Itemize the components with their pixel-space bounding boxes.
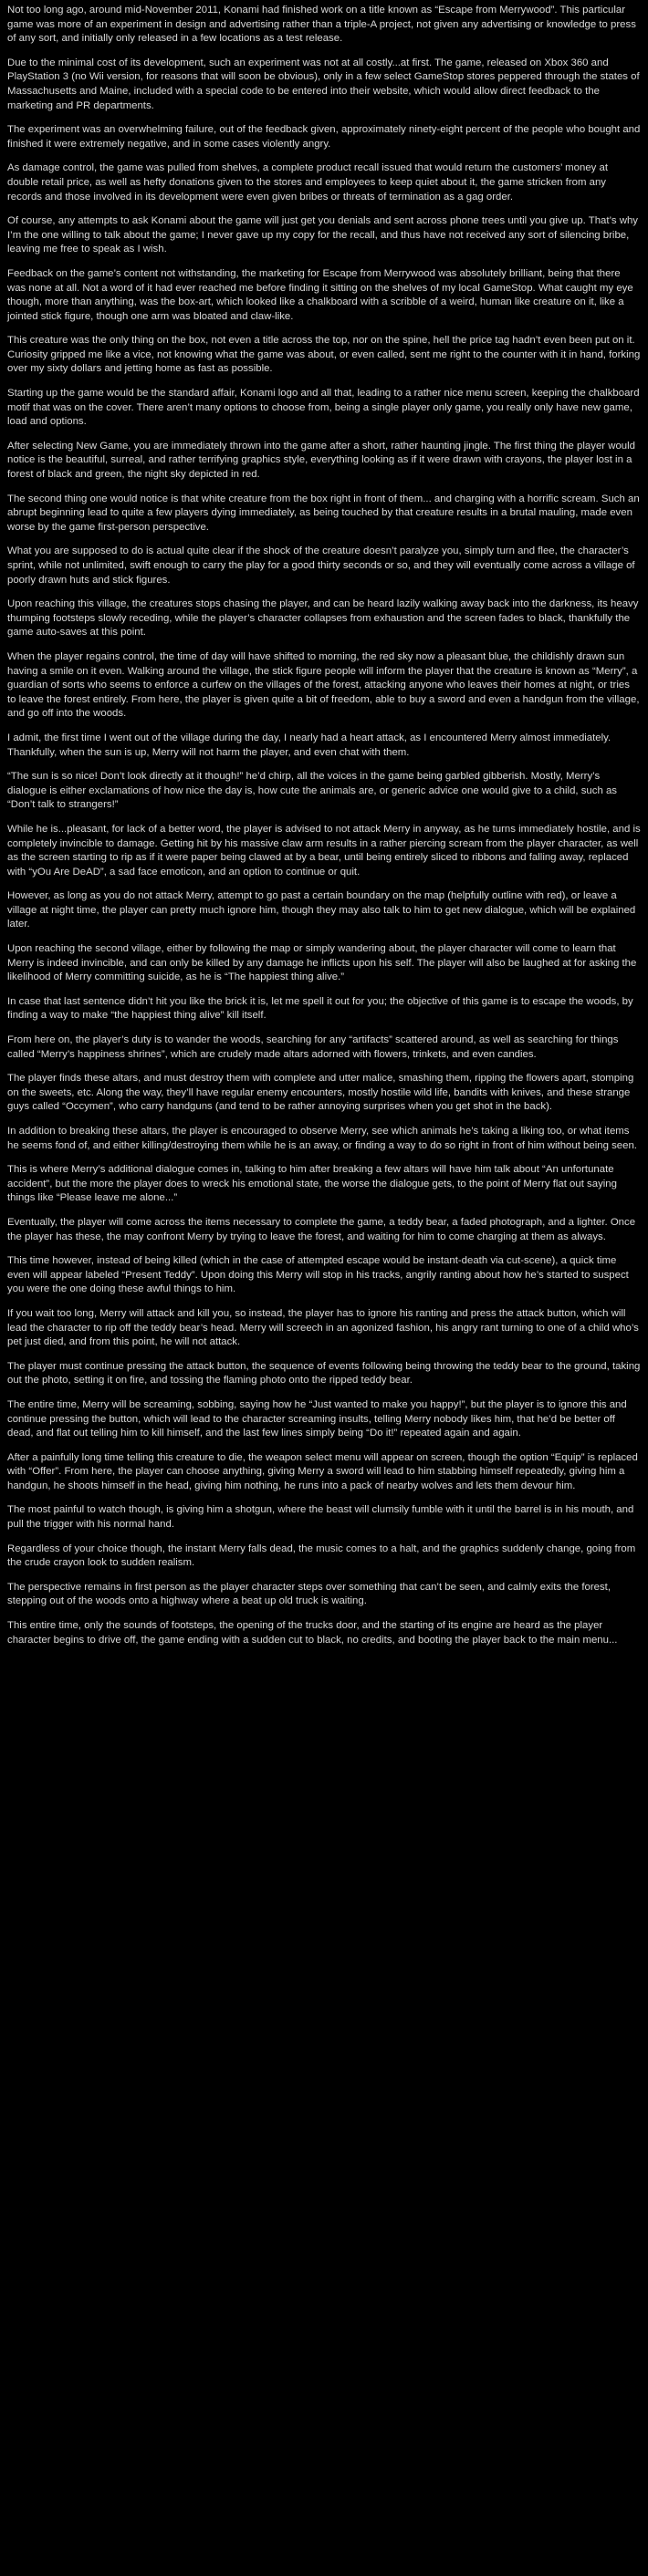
paragraph: Upon reaching this village, the creatures stops chasing the player, and can be heard lazily walking away back into the darkness, its heavy thumping footsteps slowly receding, while the player’s character collapses from exhaustion and the screen fades to black, thankfully the game auto-saves at this point. (7, 598, 639, 639)
paragraph: In case that last sentence didn’t hit you like the brick it is, let me spell it out for you; the objective of this game is to escape the woods, by finding a way to make “the happiest thing alive” kill itself. (7, 995, 633, 1022)
paragraph: When the player regains control, the time of day will have shifted to morning, the red sky now a pleasant blue, the childishly drawn sun having a smile on it even. Walking around the village, the stick figure people will inform the player that the creature is known as “Merry”, a guardian of sorts who seems to enforce a curfew on the villages of the forest, attacking anyone who leaves their homes at night, or tries to leave the forest entirely. From here, the player is given quite a bit of freedom, able to buy a sword and even a handgun from the village, and go off into the woods. (7, 650, 640, 720)
paragraph: Not too long ago, around mid-November 2011, Konami had finished work on a title known as “Escape from Merrywood”. This particular game was more of an experiment in design and advertising rather than a triple-A project, not given any advertising or knowledge to press of any sort, and initially only released in a few locations as a test release. (7, 5, 636, 45)
paragraph: After a painfully long time telling this creature to die, the weapon select menu will appear on screen, though the option “Equip” is replaced with “Offer”. From here, the player can choose anything, giving Merry a sword will lead to him stabbing himself repeatedly, giving him a handgun, he shoots himself in the head, giving him nothing, he runs into a pack of nearby wolves and lets them devour him. (7, 1451, 638, 1491)
paragraph: The player finds these altars, and must destroy them with complete and utter malice, smashing them, ripping the flowers apart, stomping on the sweets, etc. Along the way, they’ll have regular enemy encounters, mostly hostile wild life, bandits with knives, and these strange guys called “Occymen”, who carry handguns (and tend to be rather annoying surprises when you get shot in the back). (7, 1073, 634, 1113)
paragraph: After selecting New Game, you are immediately thrown into the game after a short, rather haunting jingle. The first thing the player would notice is the beautiful, surreal, and rather terrifying graphics style, everything looking as if it were drawn with crayons, the player lost in a forest of black and green, the night sky depicted in red. (7, 440, 636, 481)
paragraph: “The sun is so nice! Don’t look directly at it though!” he’d chirp, all the voices in the game being garbled gibberish. Mostly, Merry’s dialogue is either exclamations of how nice the day is, how cute the animals are, or generic advice one would give to a child, such as “Don’t talk to strangers!” (7, 771, 617, 811)
paragraph: This time however, instead of being killed (which in the case of attempted escape would be instant-death via cut-scene), a quick time even will appear labeled “Present Teddy”. Upon doing this Merry will stop in his tracks, angrily ranting about how he’s started to suspect you were the one doing these awful things to him. (7, 1255, 629, 1295)
paragraph: Eventually, the player will come across the items necessary to complete the game, a teddy bear, a faded photograph, and a lighter. Once the player has these, the may confront Merry by trying to leave the forest, and waiting for him to come charging at them as always. (7, 1216, 636, 1242)
paragraph: If you wait too long, Merry will attack and kill you, so instead, the player has to ignore his ranting and press the attack button, which will lead the character to rip off the teddy bear’s head. Merry will screech in an agonized fashion, his angry rant turning to one of a child who’s pet just died, and from this point, he will not attack. (7, 1307, 639, 1348)
paragraph: Regardless of your choice though, the instant Merry falls dead, the music comes to a halt, and the graphics suddenly change, going from the crude crayon look to sudden realism. (7, 1542, 636, 1569)
paragraph: Of course, any attempts to ask Konami about the game will just get you denials and sent across phone trees until you give up. That’s why I’m the one willing to talk about the game; I never gave up my copy for the recall, and thus have not received any sort of silencing bribe, leaving me free to speak as I wish. (7, 215, 638, 255)
paragraph: While he is...pleasant, for lack of a better word, the player is advised to not attack Merry in anyway, as he turns immediately hostile, and is completely invincible to damage. Getting hit by his massive claw arm results in a rather piercing scream from the player character, as well as the screen starting to rip as if it were paper being clawed at by a bear, until being entirely sliced to ribbons and falling away, replaced with “yOu Are DeAD”, a sad face emoticon, and an option to continue or quit. (7, 823, 641, 878)
paragraph: Feedback on the game’s content not withstanding, the marketing for Escape from Merrywood was absolutely brilliant, being that there was none at all. Not a word of it had ever reached me before finding it sitting on the shelves of my local GameStop. What caught my eye though, more than anything, was the box-art, which looked like a chalkboard with a scribble of a weird, human like creature on it, like a jointed stick figure, though one arm was bloated and claw-like. (7, 267, 633, 322)
paragraph: The perspective remains in first person as the player character steps over something that can’t be seen, and calmly exits the forest, stepping out of the woods onto a highway where a beat up old truck is waiting. (7, 1581, 611, 1607)
paragraph: This entire time, only the sounds of footsteps, the opening of the trucks door, and the starting of its engine are heard as the player character begins to drive off, the game ending with a sudden cut to black, no credits, and booting the player back to the main menu... (7, 1620, 618, 1646)
paragraph: As damage control, the game was pulled from shelves, a complete product recall issued that would return the customers’ money at double retail price, as well as hefty donations given to the stores and employees to keep quiet about it, the game stricken from any records and those involved in its development were even given bribes or threats of termination as a gag order. (7, 162, 609, 203)
paragraph: I admit, the first time I went out of the village during the day, I nearly had a heart attack, as I encountered Merry almost immediately. Thankfully, when the sun is up, Merry will not harm the player, and even chat with them. (7, 732, 611, 758)
paragraph: The entire time, Merry will be screaming, sobbing, saying how he “Just wanted to make you happy!”, but the player is to ignore this and continue pressing the button, which will lead to the character screaming insults, telling Merry nobody likes him, that he’d be better off dead, and flat out telling him to kill himself, and the last few lines simply being “Do it!” repeated again and again. (7, 1398, 627, 1439)
paragraph: The experiment was an overwhelming failure, out of the feedback given, approximately ninety-eight percent of the people who bought and finished it were extremely negative, and in some cases violently angry. (7, 124, 641, 150)
paragraph: However, as long as you do not attack Merry, attempt to go past a certain boundary on the map (helpfully outline with red), or leave a village at night time, the player can pretty much ignore him, though they may also talk to him to get new dialogue, which will be explained later. (7, 890, 636, 930)
paragraph: The most painful to watch though, is giving him a shotgun, where the beast will clumsily fumble with it until the barrel is in his mouth, and pull the trigger with his normal hand. (7, 1504, 634, 1531)
paragraph: From here on, the player’s duty is to wander the woods, searching for any “artifacts” scattered around, as well as searching for things called “Merry’s happiness shrines”, which are crudely made altars adorned with flowers, trinkets, and even candies. (7, 1034, 619, 1060)
paragraph: In addition to breaking these altars, the player is encouraged to observe Merry, see which animals he’s taking a liking too, or what items he seems fond of, and either killing/destroying them while he is an away, or finding a way to do so right in front of him without being seen. (7, 1126, 637, 1151)
paragraph: What you are supposed to do is actual quite clear if the shock of the creature doesn’t paralyze you, simply turn and flee, the character’s sprint, while not unlimited, swift enough to carry the play for a good thirty seconds or so, and they will eventually come across a village of poorly drawn huts and stick figures. (7, 545, 635, 586)
paragraph: This is where Merry’s additional dialogue comes in, talking to him after breaking a few altars will have him talk about “An unfortunate accident”, but the more the player does to wreck his emotional state, the worse the dialogue gets, to the point of Merry flat out saying things like “Please leave me alone...” (7, 1164, 617, 1204)
paragraph: The player must continue pressing the attack button, the sequence of events following being throwing the teddy bear to the ground, taking out the photo, setting it on fire, and tossing the flaming photo onto the ripped teddy bear. (7, 1360, 641, 1387)
paragraph: Starting up the game would be the standard affair, Konami logo and all that, leading to a rather nice menu screen, keeping the chalkboard motif that was on the cover. There aren’t many options to choose from, being a single player only game, you really only have new game, load and options. (7, 388, 640, 428)
paragraph: The second thing one would notice is that white creature from the box right in front of them... and charging with a horrific scream. Such an abrupt beginning lead to quite a few players dying immediately, as being touched by that creature results in a brutal mauling, made even worse by the game first-person perspective. (7, 493, 640, 533)
paragraph: This creature was the only thing on the box, not even a title across the top, nor on the spine, hell the price tag hadn’t even been put on it. Curiosity gripped me like a vice, not knowing what the game was about, or even called, sent me right to the counter with it in hand, forking over my sixty dollars and jetting home as fast as possible. (7, 335, 641, 375)
paragraph: Upon reaching the second village, either by following the map or simply wandering about, the player character will come to learn that Merry is indeed invincible, and can only be killed by any damage he inflicts upon his self. The player will also be laughed at for asking the likelihood of Merry committing suicide, as he is “The happiest thing alive.” (7, 943, 637, 983)
paragraph: Due to the minimal cost of its development, such an experiment was not at all costly...at first. The game, released on Xbox 360 and PlayStation 3 (no Wii version, for reasons that will soon be obvious), only in a few select GameStop stores peppered through the states of Massachusetts and Maine, included with a special code to be entered into their website, which would allow direct feedback to the marketing and PR departments. (7, 57, 640, 111)
